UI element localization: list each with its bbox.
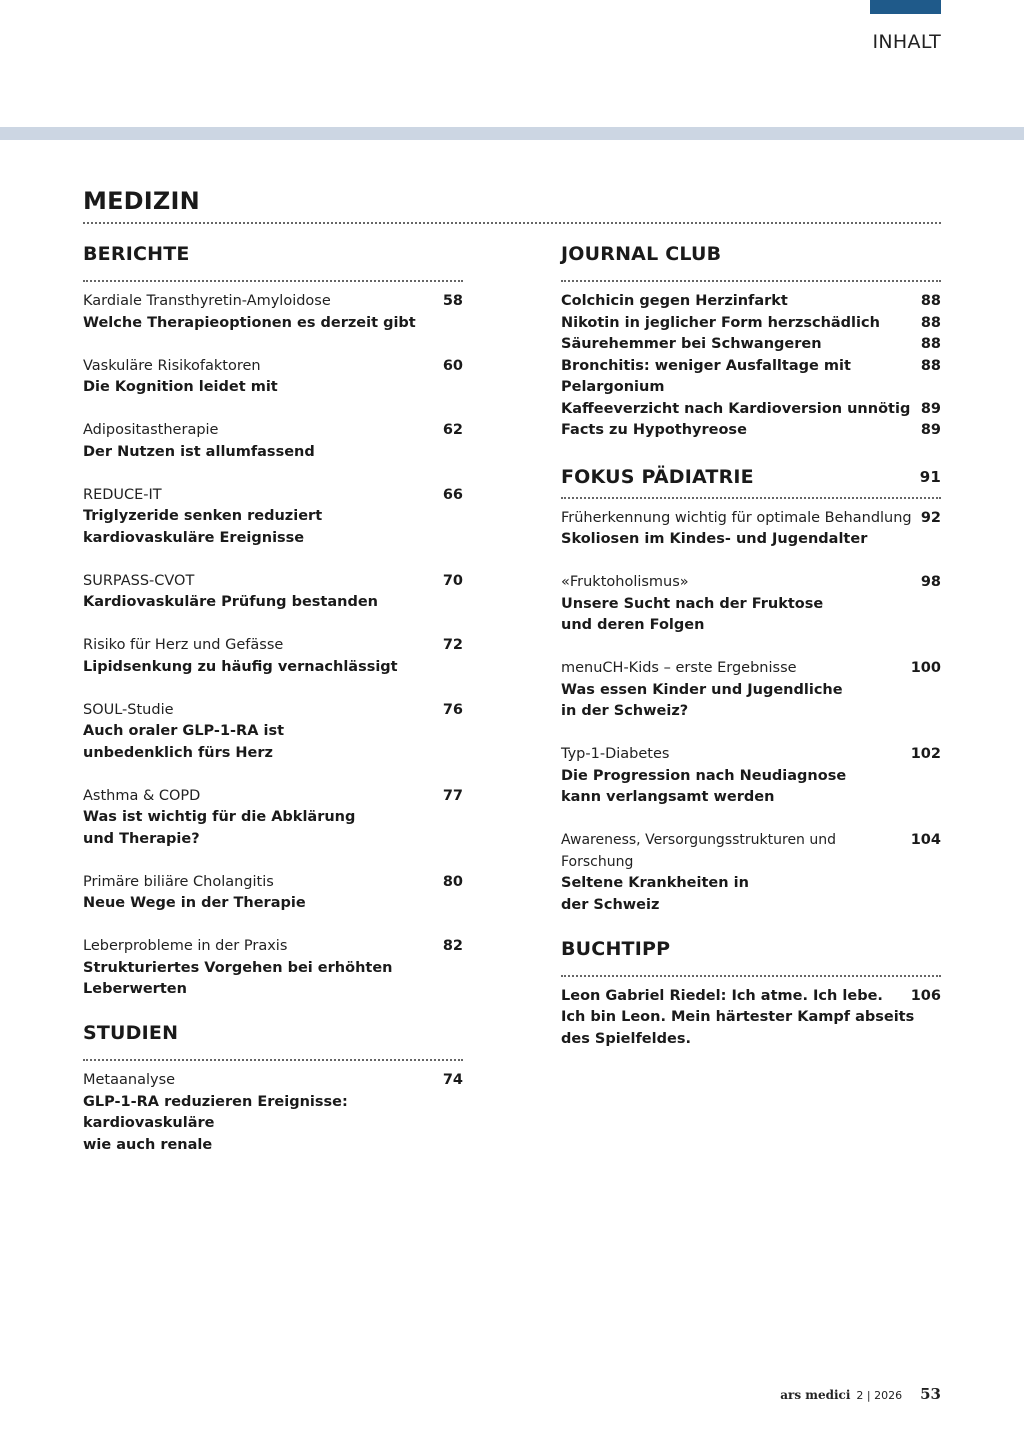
section-fokus-paediatrie bbox=[561, 466, 941, 917]
toc-entry[interactable]: Vaskuläre Risikofaktoren 60 Die Kognition leidet mit bbox=[83, 357, 463, 395]
section-divider bbox=[561, 280, 941, 282]
publication-name: ars medici bbox=[780, 1388, 851, 1402]
main-divider bbox=[83, 222, 941, 224]
toc-entry[interactable]: Kardiale Transthyretin-Amyloidose 58 Welche Therapieoptionen es derzeit gibt bbox=[83, 293, 463, 331]
right-column bbox=[561, 243, 941, 1072]
section-heading: STUDIEN bbox=[83, 1022, 179, 1044]
page-number: 53 bbox=[920, 1385, 941, 1403]
section-divider bbox=[561, 497, 941, 499]
toc-entry[interactable]: Nikotin in jeglicher Form herzschädlich 88 bbox=[561, 314, 941, 331]
section-buchtipp bbox=[561, 938, 941, 1051]
issue-number: 2 | 2026 bbox=[856, 1389, 903, 1402]
berichte-list bbox=[83, 291, 463, 1001]
toc-entry[interactable]: «Fruktoholismus» 98 Unsere Sucht nach der Fruktose und deren Folgen bbox=[561, 574, 941, 633]
toc-entry[interactable]: Colchicin gegen Herzinfarkt 88 bbox=[561, 293, 941, 309]
section-label: INHALT bbox=[872, 31, 941, 53]
toc-entry[interactable]: REDUCE-IT 66 Triglyzeride senken reduziert kardiovaskuläre Ereignisse bbox=[83, 486, 463, 546]
toc-entry[interactable]: Bronchitis: weniger Ausfalltage mit Pelargonium 88 bbox=[561, 357, 941, 395]
header-band bbox=[0, 127, 1024, 140]
toc-entry[interactable]: Awareness, Versorgungsstrukturen und Forschung 104 Seltene Krankheiten in der Schweiz bbox=[561, 832, 941, 913]
toc-entry[interactable]: Asthma & COPD 77 Was ist wichtig für die Abklärung und Therapie? bbox=[83, 787, 463, 847]
section-heading: FOKUS PÄDIATRIE 91 bbox=[561, 465, 941, 488]
section-heading: BERICHTE bbox=[83, 243, 190, 265]
toc-entry[interactable]: Kaffeeverzicht nach Kardioversion unnötig 89 bbox=[561, 400, 941, 417]
section-journal-club bbox=[561, 243, 941, 442]
toc-entry[interactable]: Typ-1-Diabetes 102 Die Progression nach Neudiagnose kann verlangsamt werden bbox=[561, 746, 941, 805]
section-studien bbox=[83, 1022, 463, 1156]
toc-entry[interactable]: Risiko für Herz und Gefässe 72 Lipidsenkung zu häufig vernachlässigt bbox=[83, 637, 463, 675]
section-heading: JOURNAL CLUB bbox=[561, 243, 722, 265]
section-heading: BUCHTIPP bbox=[561, 937, 671, 960]
toc-entry[interactable]: Primäre biliäre Cholangitis 80 Neue Wege in der Therapie bbox=[83, 873, 463, 911]
toc-entry[interactable]: Leberprobleme in der Praxis 82 Strukturiertes Vorgehen bei erhöhten Leberwerten bbox=[83, 938, 463, 997]
section-divider bbox=[561, 975, 941, 977]
section-tab-marker bbox=[870, 0, 941, 14]
toc-entry[interactable]: Früherkennung wichtig für optimale Behandlung 92 Skoliosen im Kindes- und Jugendalter bbox=[561, 509, 941, 547]
toc-entry[interactable]: Adipositastherapie 62 Der Nutzen ist allumfassend bbox=[83, 422, 463, 460]
left-column bbox=[83, 243, 463, 1178]
toc-entry[interactable]: Säurehemmer bei Schwangeren 88 bbox=[561, 336, 941, 352]
toc-entry[interactable]: SOUL-Studie 76 Auch oraler GLP-1-RA ist unbedenklich fürs Herz bbox=[83, 701, 463, 761]
toc-entry[interactable]: Metaanalyse 74 GLP-1-RA reduzieren Ereignisse: kardiovaskuläre wie auch renale bbox=[83, 1072, 463, 1153]
main-heading: MEDIZIN bbox=[83, 187, 200, 215]
section-page: 91 bbox=[919, 467, 941, 486]
toc-entry[interactable]: menuCH-Kids – erste Ergebnisse 100 Was essen Kinder und Jugendliche in der Schweiz? bbox=[561, 660, 941, 719]
section-berichte bbox=[83, 243, 463, 1001]
toc-entry[interactable]: SURPASS-CVOT 70 Kardiovaskuläre Prüfung bestanden bbox=[83, 572, 463, 610]
page-footer bbox=[780, 1385, 941, 1403]
section-divider bbox=[83, 1059, 463, 1061]
section-divider bbox=[83, 280, 463, 282]
toc-entry[interactable]: Facts zu Hypothyreose 89 bbox=[561, 422, 941, 438]
toc-entry[interactable]: Leon Gabriel Riedel: Ich atme. Ich lebe. 106 Ich bin Leon. Mein härtester Kampf abseits des Spielfeldes. bbox=[561, 987, 941, 1047]
